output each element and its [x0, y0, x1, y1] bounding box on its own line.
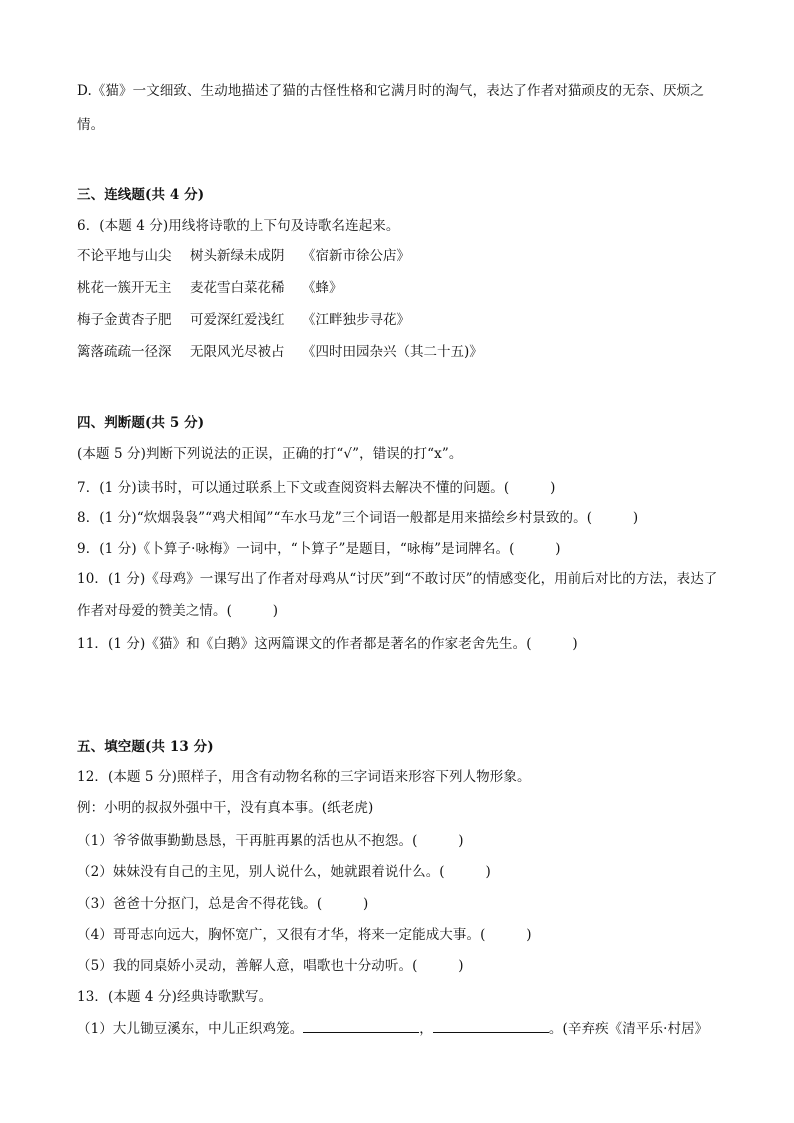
section-4-heading: 四、判断题(共 5 分) [77, 415, 205, 431]
poem-line-a: 篱落疏疏一径深 [77, 344, 172, 360]
question-7: 7．(1 分)读书时，可以通过联系上下文或查阅资料去解决不懂的问题。( ) [77, 480, 556, 496]
poem-line-b: 可爱深红爱浅红 [190, 312, 285, 328]
question-10-line-2: 作者对母爱的赞美之情。( ) [77, 603, 279, 619]
poem-line-b: 麦花雪白菜花稀 [190, 280, 285, 296]
question-13-1-suffix: 。(辛弃疾《清平乐·村居》 [548, 1021, 709, 1037]
fill-item: （5）我的同桌娇小灵动，善解人意，唱歌也十分动听。( ) [77, 958, 464, 974]
matching-row [77, 343, 637, 375]
poem-title: 《江畔独步寻花》 [302, 312, 410, 328]
question-13: 13．(本题 4 分)经典诗歌默写。 [77, 989, 273, 1005]
matching-row [77, 247, 637, 279]
fill-item: （4）哥哥志向远大，胸怀宽广，又很有才华，将来一定能成大事。( ) [77, 927, 532, 943]
question-13-1 [77, 1018, 727, 1038]
section-5-heading: 五、填空题(共 13 分) [77, 739, 214, 755]
poem-line-a: 梅子金黄杏子肥 [77, 312, 172, 328]
poem-line-a: 桃花一簇开无主 [77, 280, 172, 296]
question-11: 11．(1 分)《猫》和《白鹅》这两篇课文的作者都是著名的作家老舍先生。( ) [77, 636, 578, 652]
matching-row [77, 311, 637, 343]
section-4-intro: (本题 5 分)判断下列说法的正误，正确的打“√”，错误的打“x”。 [77, 446, 463, 462]
fill-item: （1）爷爷做事勤勤恳恳，干再脏再累的活也从不抱怨。( ) [77, 833, 464, 849]
poem-title: 《四时田园杂兴（其二十五)》 [302, 344, 483, 360]
question-10-line-1: 10．(1 分)《母鸡》一课写出了作者对母鸡从“讨厌”到“不敢讨厌”的情感变化，用前后对比的方法，表达了 [77, 571, 718, 587]
fill-item: （2）妹妹没有自己的主见，别人说什么，她就跟着说什么。( ) [77, 864, 491, 880]
matching-table [77, 247, 637, 375]
answer-blank-2[interactable] [433, 1018, 549, 1033]
question-13-1-prefix: （1）大儿锄豆溪东，中儿正织鸡笼。 [77, 1021, 304, 1037]
question-12: 12．(本题 5 分)照样子，用含有动物名称的三字词语来形容下列人物形象。 [77, 769, 531, 785]
question-13-1-separator: ， [419, 1021, 433, 1037]
option-d-line-2: 情。 [77, 117, 105, 133]
question-9: 9．(1 分)《卜算子·咏梅》一词中，“卜算子”是题目，“咏梅”是词牌名。( ) [77, 541, 561, 557]
example-line: 例：小明的叔叔外强中干，没有真本事。(纸老虎) [77, 800, 374, 816]
poem-title: 《蜂》 [302, 280, 343, 296]
poem-line-a: 不论平地与山尖 [77, 248, 172, 264]
question-6: 6．(本题 4 分)用线将诗歌的上下句及诗歌名连起来。 [77, 218, 400, 234]
answer-blank-1[interactable] [303, 1018, 419, 1033]
option-d-line-1: D.《猫》一文细致、生动地描述了猫的古怪性格和它满月时的淘气，表达了作者对猫顽皮的无奈、厌烦之 [77, 83, 704, 99]
poem-line-b: 无限风光尽被占 [190, 344, 285, 360]
question-8: 8．(1 分)“炊烟袅袅”“鸡犬相闻”“车水马龙”三个词语一般都是用来描绘乡村景致的。( ) [77, 510, 639, 526]
matching-row [77, 279, 637, 311]
fill-item: （3）爸爸十分抠门，总是舍不得花钱。( ) [77, 896, 369, 912]
poem-title: 《宿新市徐公店》 [302, 248, 410, 264]
section-3-heading: 三、连线题(共 4 分) [77, 187, 205, 203]
poem-line-b: 树头新绿未成阴 [190, 248, 285, 264]
